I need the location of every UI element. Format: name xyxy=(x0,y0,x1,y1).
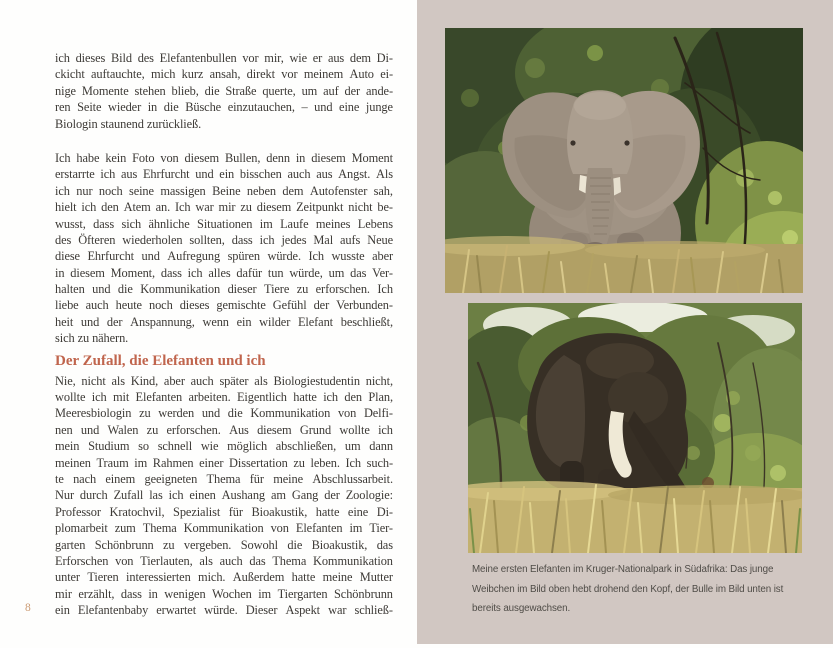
text-line: ein Elefantenbaby erwartet würde. Dieser Aspekt war schließ- xyxy=(55,603,393,618)
elephant-left-eye xyxy=(570,140,575,145)
text-line: Meine ersten Elefanten im Kruger-Nationalpark in Südafrika: Das junge xyxy=(472,564,774,575)
text-line: sich zu nähern. xyxy=(55,331,129,346)
grass-foreground xyxy=(468,481,802,553)
figure-caption xyxy=(472,560,797,619)
page-number: 8 xyxy=(25,602,31,614)
elephant-photo-bottom xyxy=(468,303,802,553)
text-line: Nie, nicht als Kind, aber auch später als Biologiestudentin nicht, xyxy=(55,373,393,388)
paragraph xyxy=(55,150,393,347)
text-line: meinen Traum im Rahmen einer Dissertation zu leben. Ich such- xyxy=(55,455,393,470)
text-line: ren Seite wieder in die Büsche einzutauchen, – und eine junge xyxy=(55,100,393,115)
text-line: diese Ehrfurcht und Aufregung spüren würde. Ich wusste aber xyxy=(55,249,393,264)
text-line: hielt ich den Atem an. Ich war mir zu diesem Zeitpunkt nicht be- xyxy=(55,200,393,215)
text-line: garten Schönbrunn zu vergeben. Sowohl die Bioakustik, das xyxy=(55,537,393,552)
text-line: mir erzählt, dass in wenigen Wochen im Tiergarten Schönbrunn xyxy=(55,586,393,601)
elephant-right-eye xyxy=(624,140,629,145)
section-heading: Der Zufall, die Elefanten und ich xyxy=(55,352,266,369)
elephant-photo-top xyxy=(445,28,803,293)
text-line: heit und der Anspannung, wenn ein wilder Elefant beschließt, xyxy=(55,314,393,329)
text-line: Erforschen von Tierlauten, als auch das Thema Kommunikation xyxy=(55,553,393,568)
text-line: Nur durch Zufall las ich einen Aushang am Gang der Zoologie: xyxy=(55,488,393,503)
text-line: wusst, dass sich ähnliche Situationen im Laufe meines Lebens xyxy=(55,216,393,231)
text-line: ich dieses Bild des Elefantenbullen vor mir, wie er aus dem Di- xyxy=(55,51,393,65)
text-line: wollte ich mit Elefanten arbeiten. Eigentlich hatte ich den Plan, xyxy=(55,390,393,405)
text-line: halten und die Kommunikation dieser Tiere zu erforschen. Ich xyxy=(55,282,393,297)
body-text-column xyxy=(55,50,393,619)
paragraph xyxy=(55,50,393,132)
text-line: te nach einem geeigneten Thema für meine Abschlussarbeit. xyxy=(55,471,393,486)
text-line: unter Tieren interessierten mich. Außerdem hatte meine Mutter xyxy=(55,570,393,585)
text-line: des Öfteren wiederholen sollten, dass ich jedes Mal aufs Neue xyxy=(55,232,393,247)
text-line: plomarbeit zum Thema Kommunikation von Elefanten im Tier- xyxy=(55,521,393,536)
text-line: Ich habe kein Foto von diesem Bullen, denn in diesem Moment xyxy=(55,150,393,165)
text-line: erstarrte ich aus Ehrfurcht und ein bisschen auch aus Angst. Als xyxy=(55,167,393,182)
text-line: ckicht auftauchte, mich kurz ansah, direkt vor meinem Auto ei- xyxy=(55,67,393,82)
text-line: Meeresbiologin zu werden und die Kommunikation von Delfi- xyxy=(55,406,393,421)
text-line: bereits ausgewachsen. xyxy=(472,603,571,614)
figure-panel xyxy=(417,0,833,644)
paragraph xyxy=(55,373,393,619)
text-line: ich nur noch seine massigen Beine neben dem Autofenster sah, xyxy=(55,183,393,198)
grass-foreground xyxy=(445,236,803,293)
text-line: Weibchen im Bild oben hebt drohend den Kopf, der Bulle im Bild unten ist xyxy=(472,583,784,595)
text-line: nige Momente stehen blieb, die Straße querte, um auf der ande- xyxy=(55,83,393,98)
text-line: in diesem Moment, dass ich alles dafür tun würde, um das Ver- xyxy=(55,265,393,280)
text-line: nen und Walen zu erforschen. Aus diesem Grund wollte ich xyxy=(55,422,393,437)
text-line: mein Studium so schnell wie möglich abschließen, um dann xyxy=(55,439,393,454)
text-line: liebe auch heute noch dieses gemischte Gefühl der Verbunden- xyxy=(55,298,393,313)
text-line: Professor Kratochvil, Spezialist für Bioakustik, hatte eine Di- xyxy=(55,504,393,519)
text-line: Biologin staunend zurückließ. xyxy=(55,116,202,131)
